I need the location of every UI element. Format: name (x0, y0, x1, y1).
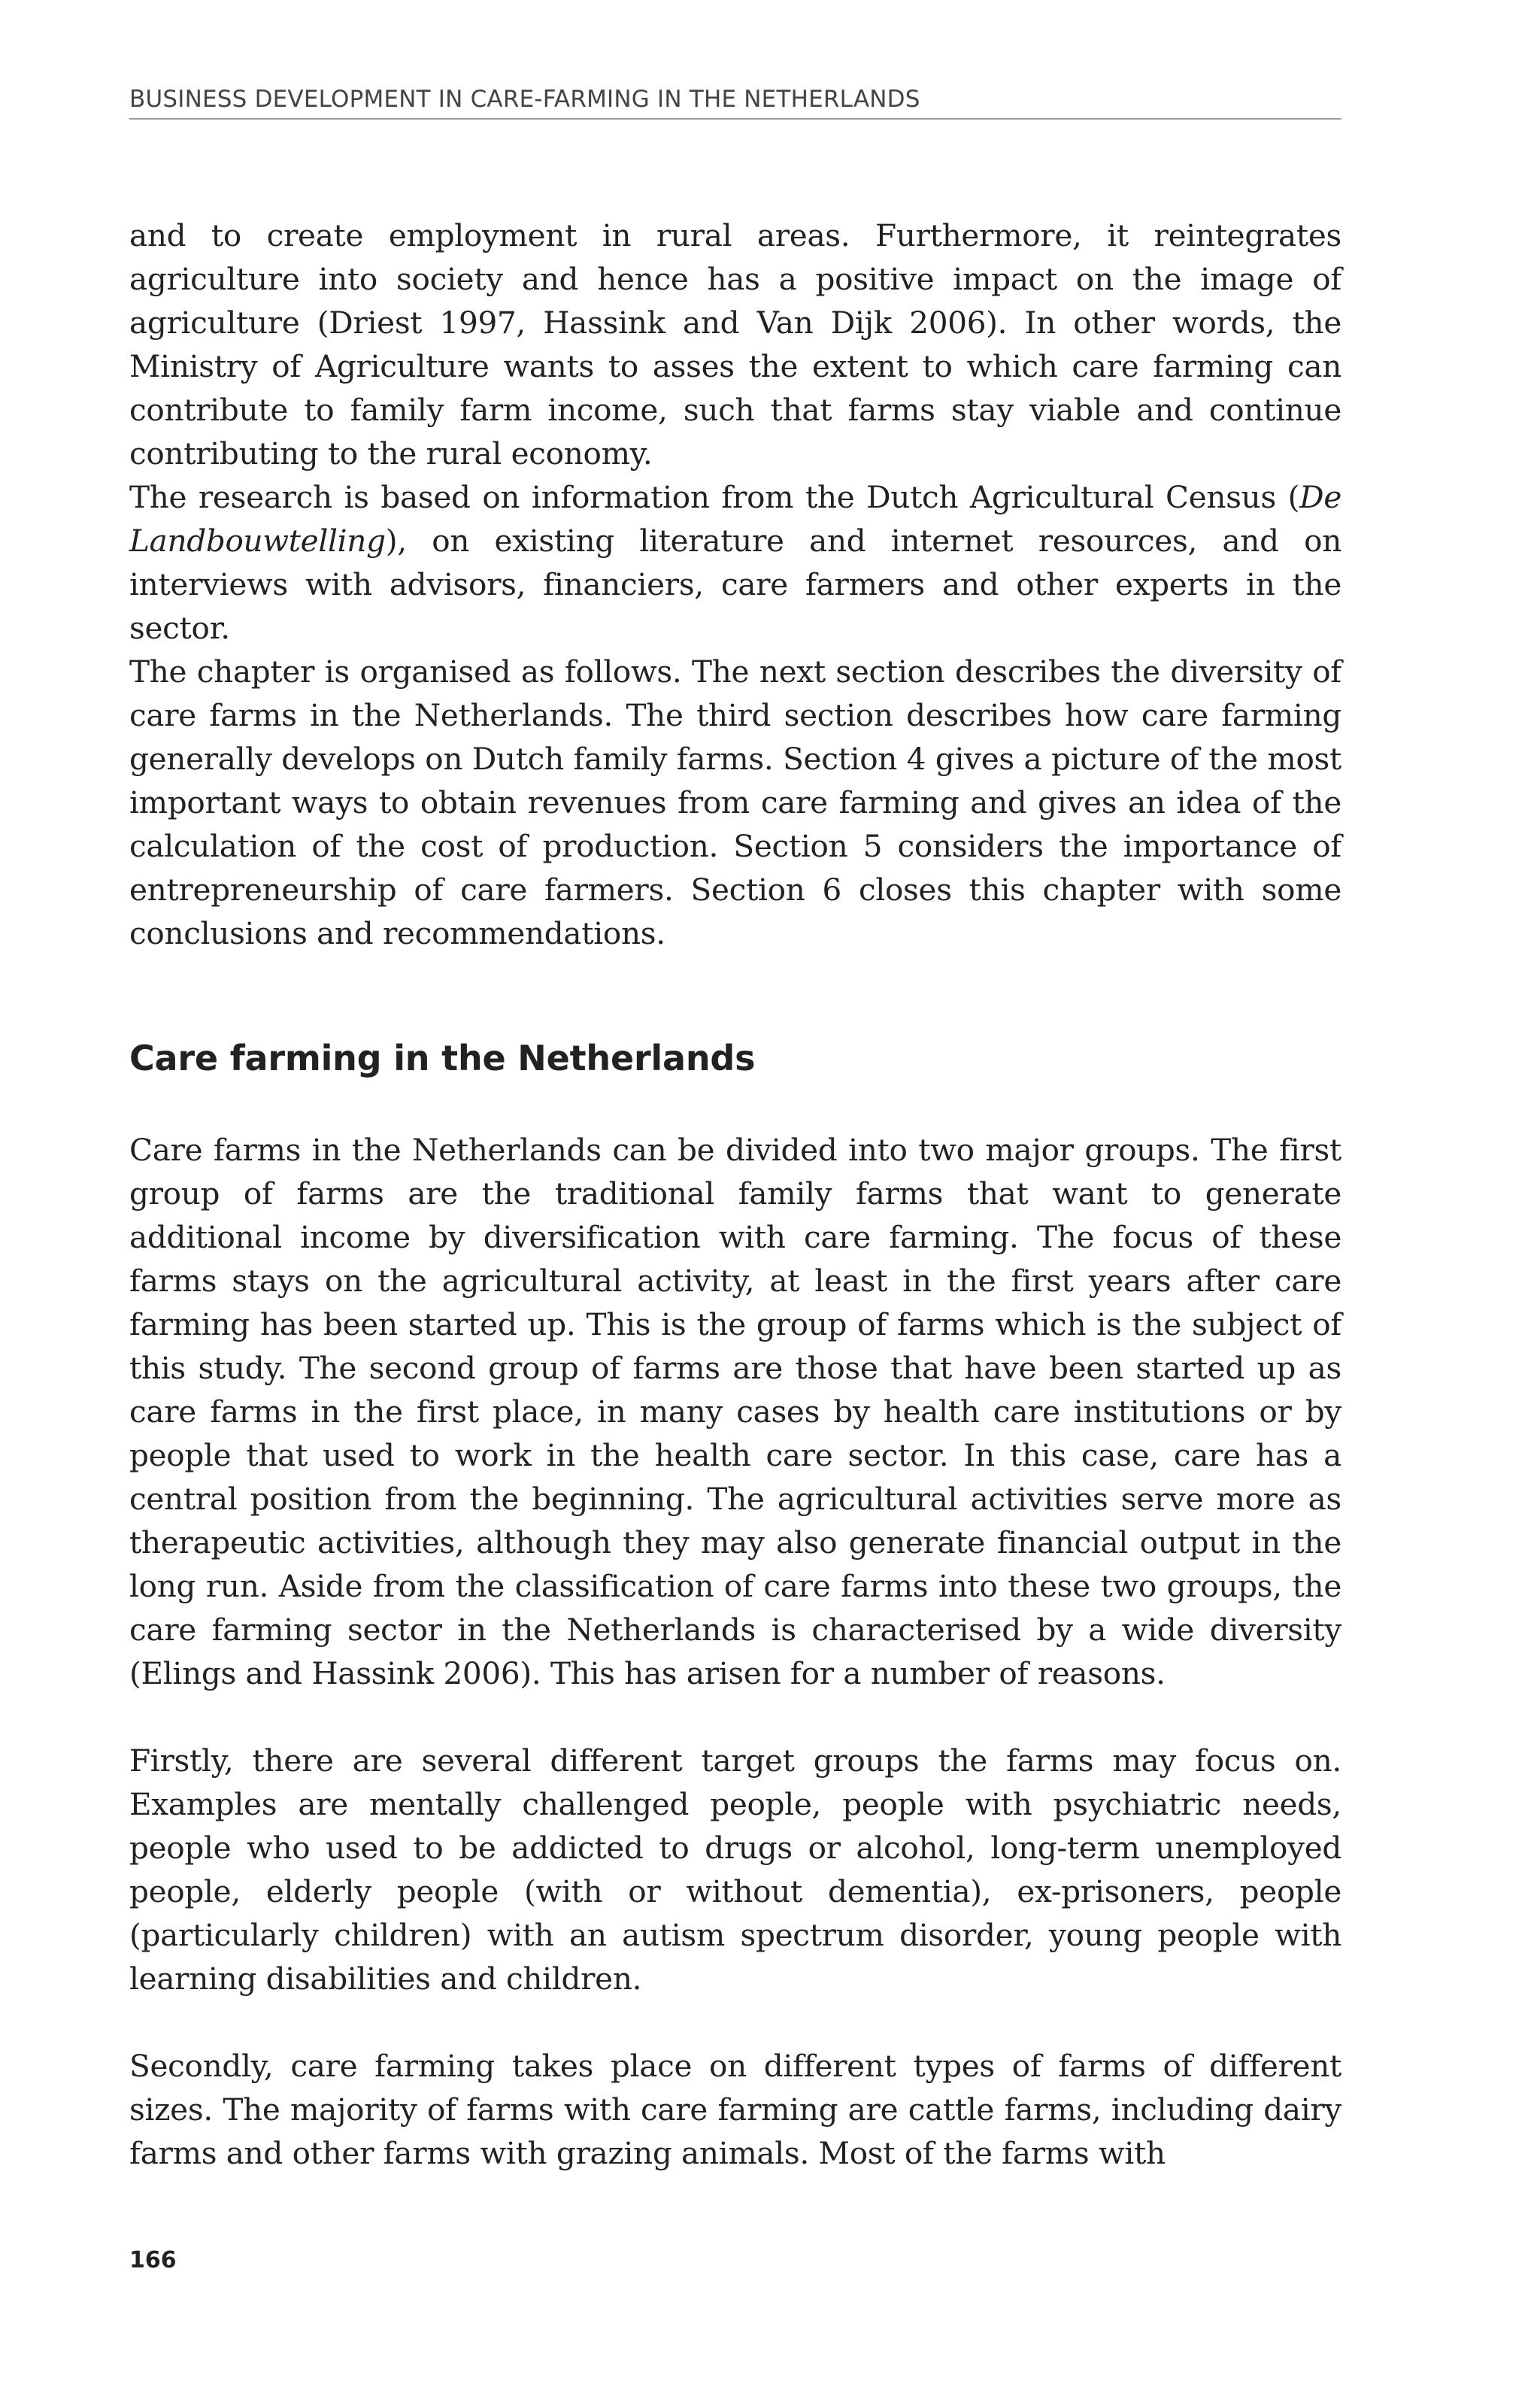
intro-text-block (129, 214, 1341, 955)
intro-paragraph-1: and to create employment in rural areas. Furthermore, it reintegrates agriculture into society and hence has a positive impact on the image of agriculture (Driest 1997, Hassink and Van Dijk 2006). In other words, the Ministry of Agriculture wants to asses the extent to which care farming can contribute to family farm income, such that farms stay viable and continue contributing to the rural economy. (129, 217, 1341, 472)
document-page (129, 0, 1341, 2390)
section-heading: Care farming in the Netherlands (129, 1038, 756, 1078)
running-header: BUSINESS DEVELOPMENT IN CARE-FARMING IN THE NETHERLANDS (129, 86, 920, 113)
section-paragraph-3: Secondly, care farming takes place on different types of farms of different sizes. The majority of farms with care farming are cattle farms, including dairy farms and other farms with grazing animals. Most of the farms with (129, 2048, 1341, 2171)
intro-paragraph-2 (129, 475, 1341, 650)
page-number: 166 (129, 2247, 177, 2273)
section-text-block (129, 1128, 1341, 2175)
header-rule (129, 118, 1341, 120)
intro-paragraph-2-part-2: ), on existing literature and internet resources, and on interviews with advisors, financiers, care farmers and other experts in the sector. (129, 523, 1341, 646)
intro-paragraph-2-part-1: The research is based on information from the Dutch Agricultural Census ( (129, 479, 1300, 515)
section-paragraph-2: Firstly, there are several different target groups the farms may focus on. Examples are mentally challenged people, people with psychiatric needs, people who used to be addicted to drugs or alcohol, long-term unemployed people, elderly people (with or without dementia), ex-prisoners, people (particularly children) with an autism spectrum disorder, young people with learning disabilities and children. (129, 1742, 1341, 1997)
section-paragraph-1: Care farms in the Netherlands can be divided into two major groups. The first group of farms are the traditional family farms that want to generate additional income by diversification with care farming. The focus of these farms stays on the agricultural activity, at least in the first years after care farming has been started up. This is the group of farms which is the subject of this study. The second group of farms are those that have been started up as care farms in the first place, in many cases by health care institutions or by people that used to work in the health care sector. In this case, care has a central position from the beginning. The agricultural activities serve more as therapeutic activities, although they may also generate financial output in the long run. Aside from the classification of care farms into these two groups, the care farming sector in the Netherlands is characterised by a wide diversity (Elings and Hassink 2006). This has arisen for a number of reasons. (129, 1132, 1341, 1691)
intro-paragraph-3: The chapter is organised as follows. The next section describes the diversity of care farms in the Netherlands. The third section describes how care farming generally develops on Dutch family farms. Section 4 gives a picture of the most important ways to obtain revenues from care farming and gives an idea of the calculation of the cost of production. Section 5 considers the importance of entrepreneurship of care farmers. Section 6 closes this chapter with some conclusions and recommendations. (129, 654, 1341, 951)
census-title-italic: De Landbouwtelling (129, 479, 1341, 559)
